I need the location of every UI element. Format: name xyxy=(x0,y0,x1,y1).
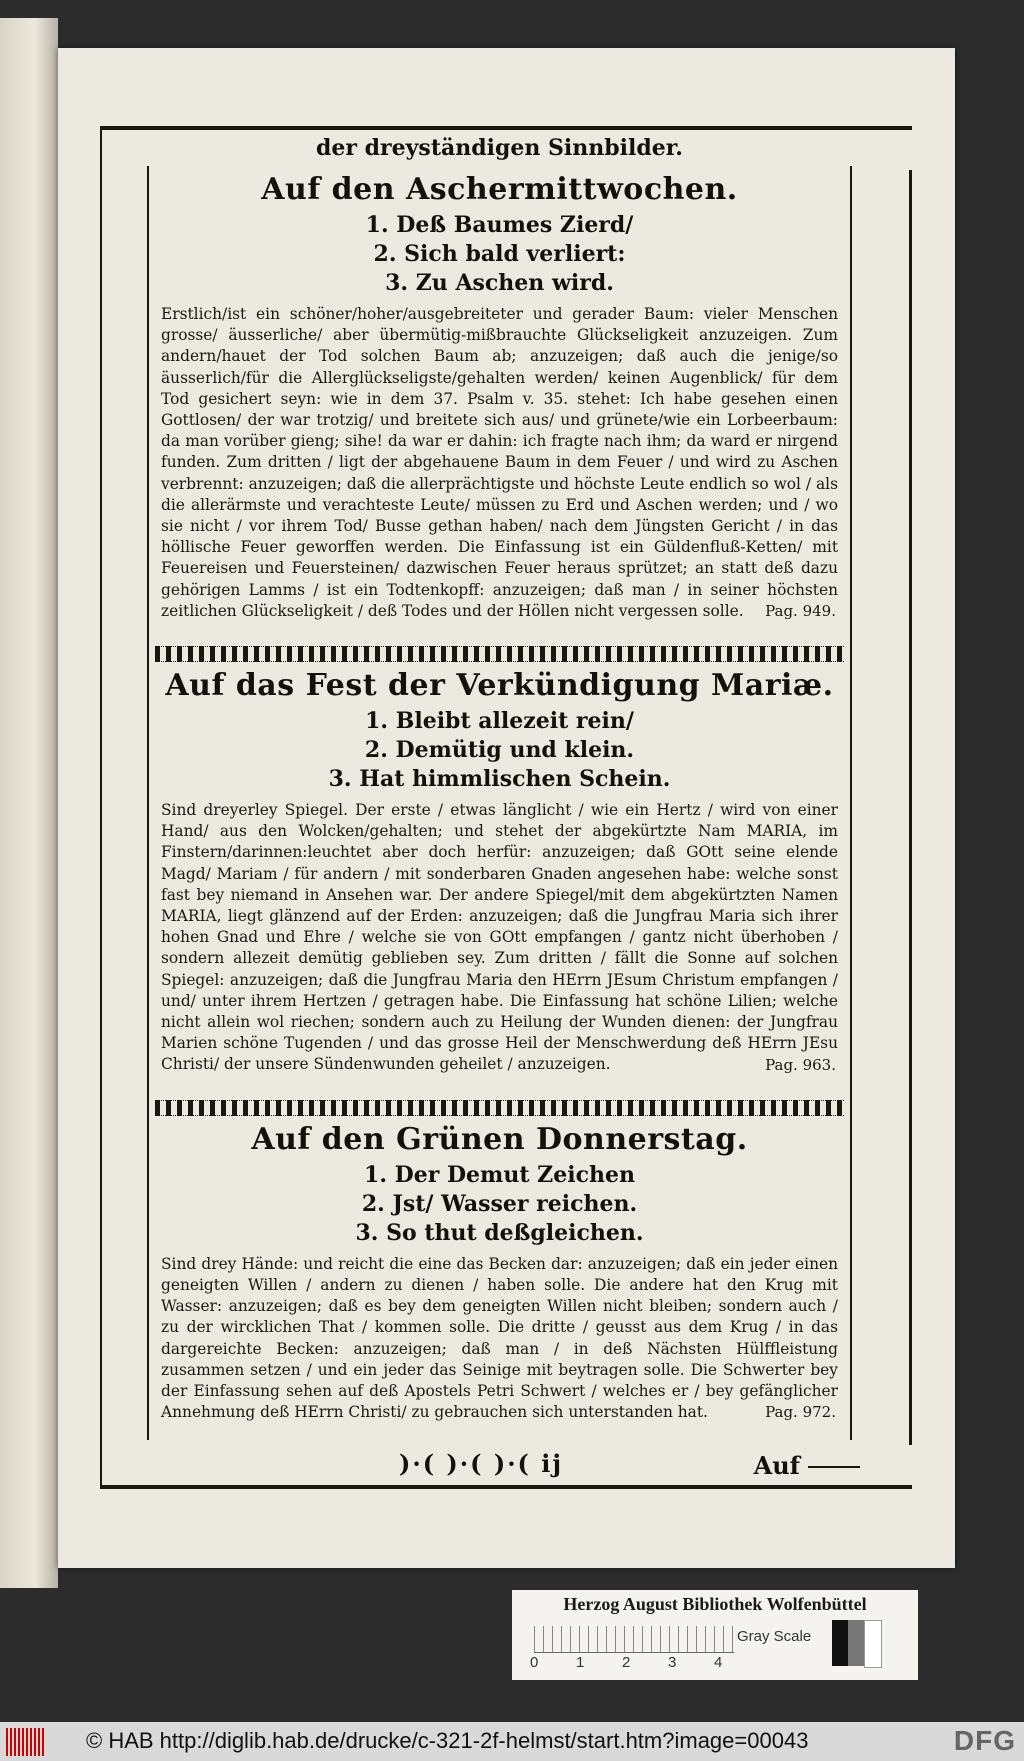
left-page-edge xyxy=(0,18,58,1588)
verse-line: 3. Zu Aschen wird. xyxy=(385,270,614,296)
ruler-number: 2 xyxy=(622,1654,631,1671)
verse-line: 3. Hat himmlischen Schein. xyxy=(328,766,671,793)
ruler xyxy=(534,1626,734,1653)
section-body: Sind drey Hände: und reicht die eine das Becken dar: anzuzeigen; daß ein jeder einen geneigten Willen / andern zu dienen / haben solle. Die andere hat den Krug mit Wasser: anzuzeigen; daß es bey dem geneigten Willen nicht bleiben; sondern auch / zu der wircklichen That / kommen solle. Die dritte / geusst aus dem Krug / in das dargereichte Becken: anzuzeigen; daß man / in deß Nächsten Hülffleistung zusammen setzen / und ein jeder das Seinige mit beytragen solle. Die Schwerter bey der Einfassung sehen auf deß Apostels Petri Schwert / welches er / bey gefänglicher Annehmung deß HErrn Christi/ zu gebrauchen sich unterstanden hat. xyxy=(161,1254,838,1422)
section-gruendonnerstag xyxy=(155,1122,844,1422)
section-title: Auf den Aschermittwochen. xyxy=(261,172,738,207)
section-aschermittwoch xyxy=(155,172,844,620)
page-reference: Pag. 972. xyxy=(765,1403,836,1422)
page-content xyxy=(155,166,844,1421)
inner-frame xyxy=(147,135,852,1480)
verse-line: 2. Sich bald verliert: xyxy=(373,241,626,267)
verse-line: 1. Deß Baumes Zierd/ xyxy=(365,212,634,238)
frame-right-border xyxy=(909,170,912,1445)
ruler-number: 4 xyxy=(714,1654,723,1671)
catchword-rule xyxy=(808,1466,860,1468)
verse-line: 1. Bleibt allezeit rein/ xyxy=(365,708,634,735)
section-body: Erstlich/ist ein schöner/hoher/ausgebreiteter und gerader Baum: vieler Menschen grosse/ äusserliche/ aber übermütig-mißbrauchte Glückseligkeit anzuzeigen. Zum andern/hauet der Tod solchen Baum ab; anzuzeigen; daß auch die jenige/so äusserlich/für die Allerglückseligste/gehalten werden/ keinen Augenblick/ für dem Tod gesichert seyn: wie in dem 37. Psalm v. 35. stehet: Ich habe gesehen einen Gottlosen/ der war trotzig/ und breitete sich aus/ und grünete/wie ein Lorbeerbaum: da man vorüber gieng; sihe! da war er dahin: ich fragte nach ihm; da ward er nirgend funden. Zum dritten / ligt der abgehauene Baum in dem Feuer / und wird zu Aschen verbrennt: anzuzeigen; daß die allerprächtigste und höchste Leute endlich so wol / als die allerärmste und verachteste Leute/ müssen zu Erd und Aschen werden; und / wo sie nicht / vor ihrem Tod/ Busse gethan haben/ nach dem Jüngsten Gericht / in das höllische Feuer geworffen werden. Die Einfassung ist ein Güldenfluß-Ketten/ mit Feuereisen und Feuersteinen/ dazwischen Feuer heraus sprützet; an statt deß dazu gehörigen Lamms / ist ein Todtenkopff: anzuzeigen; daß man / in seiner höchsten zeitlichen Glückseligkeit / deß Todes und der Höllen nicht vergessen solle. xyxy=(161,305,838,620)
barcode-icon xyxy=(6,1728,46,1756)
catchline xyxy=(149,1442,850,1482)
verse-line: 1. Der Demut Zeichen xyxy=(364,1161,635,1188)
page-reference: Pag. 963. xyxy=(765,1055,836,1074)
gray-swatch xyxy=(848,1620,864,1666)
section-verkuendigung xyxy=(155,668,844,1074)
signature-mark: )·( )·( )·( ij xyxy=(399,1449,564,1478)
gray-scale-label: Gray Scale xyxy=(737,1628,812,1645)
book-page xyxy=(58,48,955,1568)
dfg-logo: DFG xyxy=(953,1725,1016,1756)
ruler-number: 1 xyxy=(576,1654,585,1671)
page-frame xyxy=(100,126,912,1489)
page-reference: Pag. 949. xyxy=(765,602,836,621)
running-head: der dreyständigen Sinnbilder. xyxy=(316,135,683,161)
source-url[interactable]: © HAB http://diglib.hab.de/drucke/c-321-2f-helmst/start.htm?image=00043 xyxy=(86,1728,809,1753)
verse-line: 2. Demütig und klein. xyxy=(364,737,635,764)
library-name: Herzog August Bibliothek Wolfenbüttel xyxy=(563,1594,867,1614)
ornament-divider xyxy=(155,646,844,662)
gray-swatch xyxy=(864,1620,882,1668)
verse-line: 3. So thut deßgleichen. xyxy=(355,1219,644,1246)
ruler-number: 0 xyxy=(530,1654,539,1671)
section-title: Auf das Fest der Verkündigung Mariæ. xyxy=(165,668,834,704)
section-body: Sind dreyerley Spiegel. Der erste / etwas länglicht / wie ein Hertz / wird von einer Hand/ aus den Wolcken/gehalten; und stehet der abgekürtzte Nam MARIA, im Finstern/darinnen:leuchtet aber doch herfür: anzuzeigen; daß GOtt seine elende Magd/ Mariam / für andern / mit sonderbaren Gnaden angesehen habe: welche sonst fast bey niemand in Ansehen war. Der andere Spiegel/mit dem abgekürtzten Namen MARIA, liegt glänzend auf der Erden: anzuzeigen; daß die Jungfrau Maria sich ihrer hohen Gnad und Ehre / welche sie von GOtt empfangen / gantz nicht überhoben / sondern allezeit demütig geblieben sey. Zum dritten / fällt die Sonne auf solchen Spiegel: anzuzeigen; daß die Jungfrau Maria den HErrn JEsum Christum empfangen / und/ unter ihrem Hertzen / getragen habe. Die Einfassung hat schöne Lilien; welche nicht allein wol riechen; sondern auch zu Heilung der Wunden dienen: der Jungfrau Marien schöne Tugenden / und das grosse Heil der Menschwerdung deß HErrn JEsu Christi/ der unsere Sündenwunden geheilet / anzuzeigen. xyxy=(161,801,838,1074)
ruler-number: 3 xyxy=(668,1654,677,1671)
catchword: Auf xyxy=(753,1451,800,1480)
footer-bar xyxy=(0,1722,1024,1761)
section-title: Auf den Grünen Donnerstag. xyxy=(251,1121,748,1157)
gray-swatch xyxy=(832,1620,848,1666)
ornament-divider xyxy=(155,1100,844,1116)
color-scale-card xyxy=(512,1590,918,1680)
verse-line: 2. Jst/ Wasser reichen. xyxy=(361,1190,638,1217)
